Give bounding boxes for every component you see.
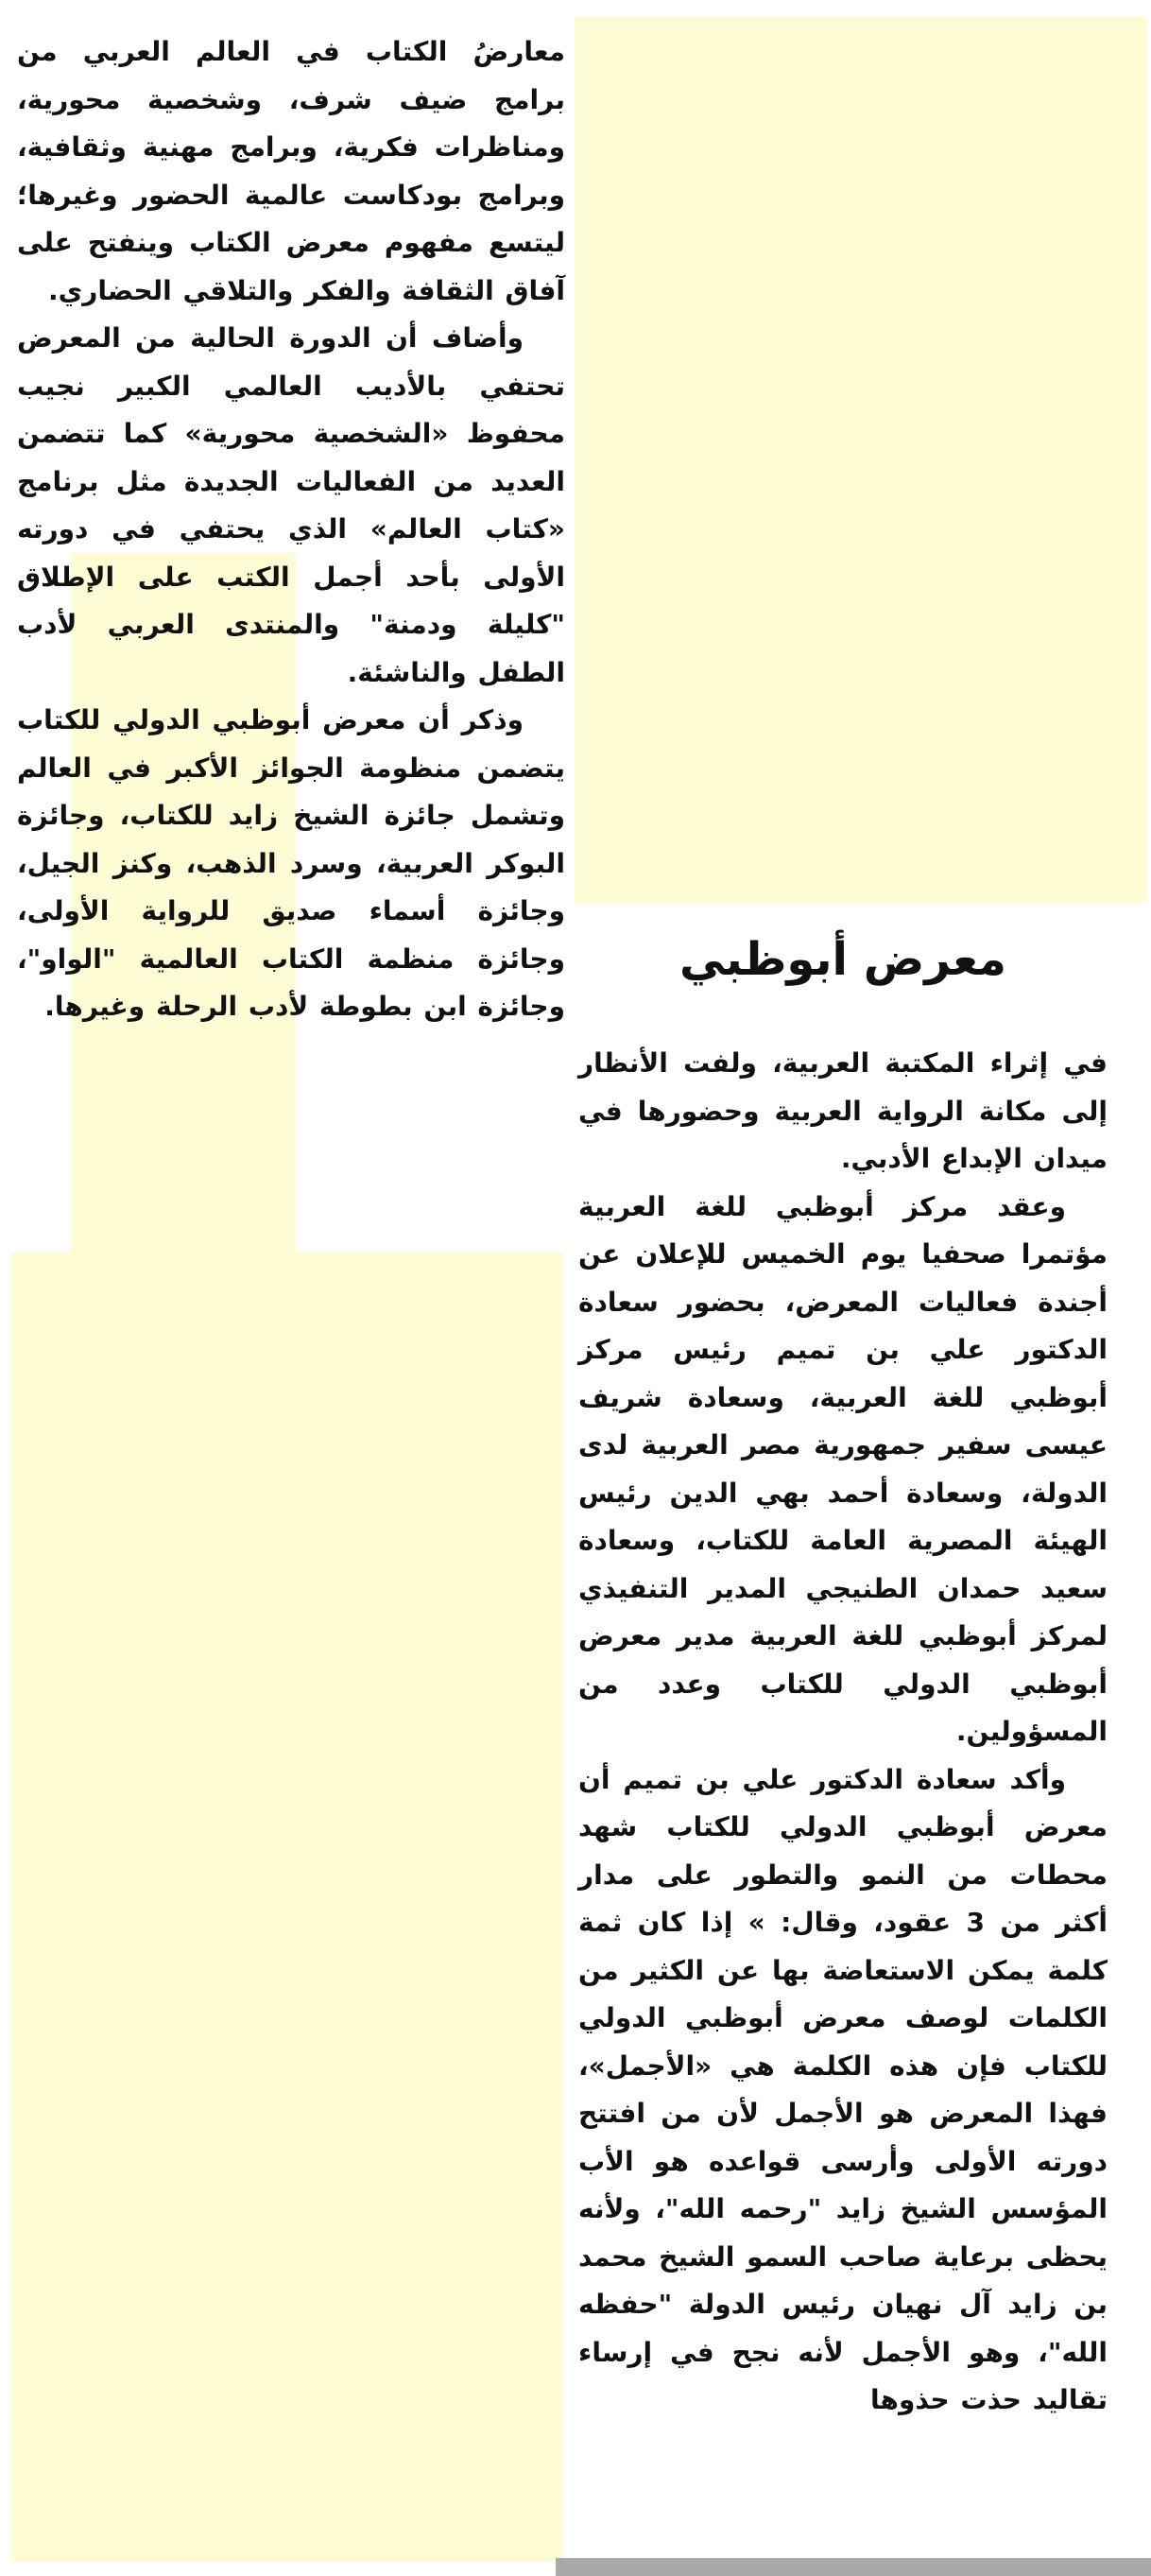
paragraph-right-2: وعقد مركز أبوظبي للغة العربية مؤتمرا صحفيا يوم الخميس للإعلان عن أجندة فعاليات المعرض، بحضور سعادة الدكتور علي بن تميم رئيس مركز أبوظبي للغة العربية، وسعادة شريف عيسى سفير جمهورية مصر العربية لدى الدولة، وسعادة أحمد بهي الدين رئيس الهيئة المصرية العامة للكتاب، وسعادة سعيد حمدان الطنيجي المدير التنفيذي لمركز أبوظبي للغة العربية مدير معرض أبوظبي الدولي للكتاب وعدد من المسؤولين. [578, 1190, 1108, 1747]
paragraph-left-2: وأضاف أن الدورة الحالية من المعرض تحتفي بالأديب العالمي الكبير نجيب محفوظ «الشخصية محورية» كما تتضمن العديد من الفعاليات الجديدة مثل برنامج «كتاب العالم» الذي يحتفي في دورته الأولى بأحد أجمل الكتب على الإطلاق "كليلة ودمنة" والمنتدى العربي لأدب الطفل والناشئة. [17, 322, 565, 688]
article-right-column [578, 1040, 1108, 2425]
bottom-bar [556, 2558, 1151, 2576]
article-left-column [17, 28, 565, 1031]
highlight-block-top-right [575, 17, 1147, 904]
paragraph-right-3: وأكد سعادة الدكتور علي بن تميم أن معرض أبوظبي الدولي للكتاب شهد محطات من النمو والتطور على مدار أكثر من 3 عقود، وقال: » إذا كان ثمة كلمة يمكن الاستعاضة بها عن الكثير من الكلمات لوصف معرض أبوظبي الدولي للكتاب فإن هذه الكلمة هي «الأجمل»، فهذا المعرض هو الأجمل لأن من افتتح دورته الأولى وأرسى قواعده هو الأب المؤسس الشيخ زايد "رحمه الله"، ولأنه يحظى برعاية صاحب السمو الشيخ محمد بن زايد آل نهيان رئيس الدولة "حفظه الله"، وهو الأجمل لأنه نجح في إرساء تقاليد حذت حذوها [578, 1763, 1108, 2415]
highlight-block-bottom-left [11, 1253, 563, 2562]
paragraph-left-3: وذكر أن معرض أبوظبي الدولي للكتاب يتضمن منظومة الجوائز الأكبر في العالم وتشمل جائزة الشيخ زايد للكتاب، وجائزة البوكر العربية، وسرد الذهب، وكنز الجيل، وجائزة أسماء صديق للرواية الأولى، وجائزة منظمة الكتاب العالمية "الواو"، وجائزة ابن بطوطة لأدب الرحلة وغيرها. [17, 704, 565, 1022]
paragraph-right-1: في إثراء المكتبة العربية، ولفت الأنظار إلى مكانة الرواية العربية وحضورها في ميدان الإبداع الأدبي. [578, 1047, 1108, 1174]
paragraph-left-1: معارضُ الكتاب في العالم العربي من برامج ضيف شرف، وشخصية محورية، ومناظرات فكرية، وبرامج مهنية وثقافية، وبرامج بودكاست عالمية الحضور وغيرها؛ ليتسع مفهوم معرض الكتاب وينفتح على آفاق الثقافة والفكر والتلاقي الحضاري. [17, 36, 565, 306]
article-headline: معرض أبوظبي [679, 933, 1006, 986]
